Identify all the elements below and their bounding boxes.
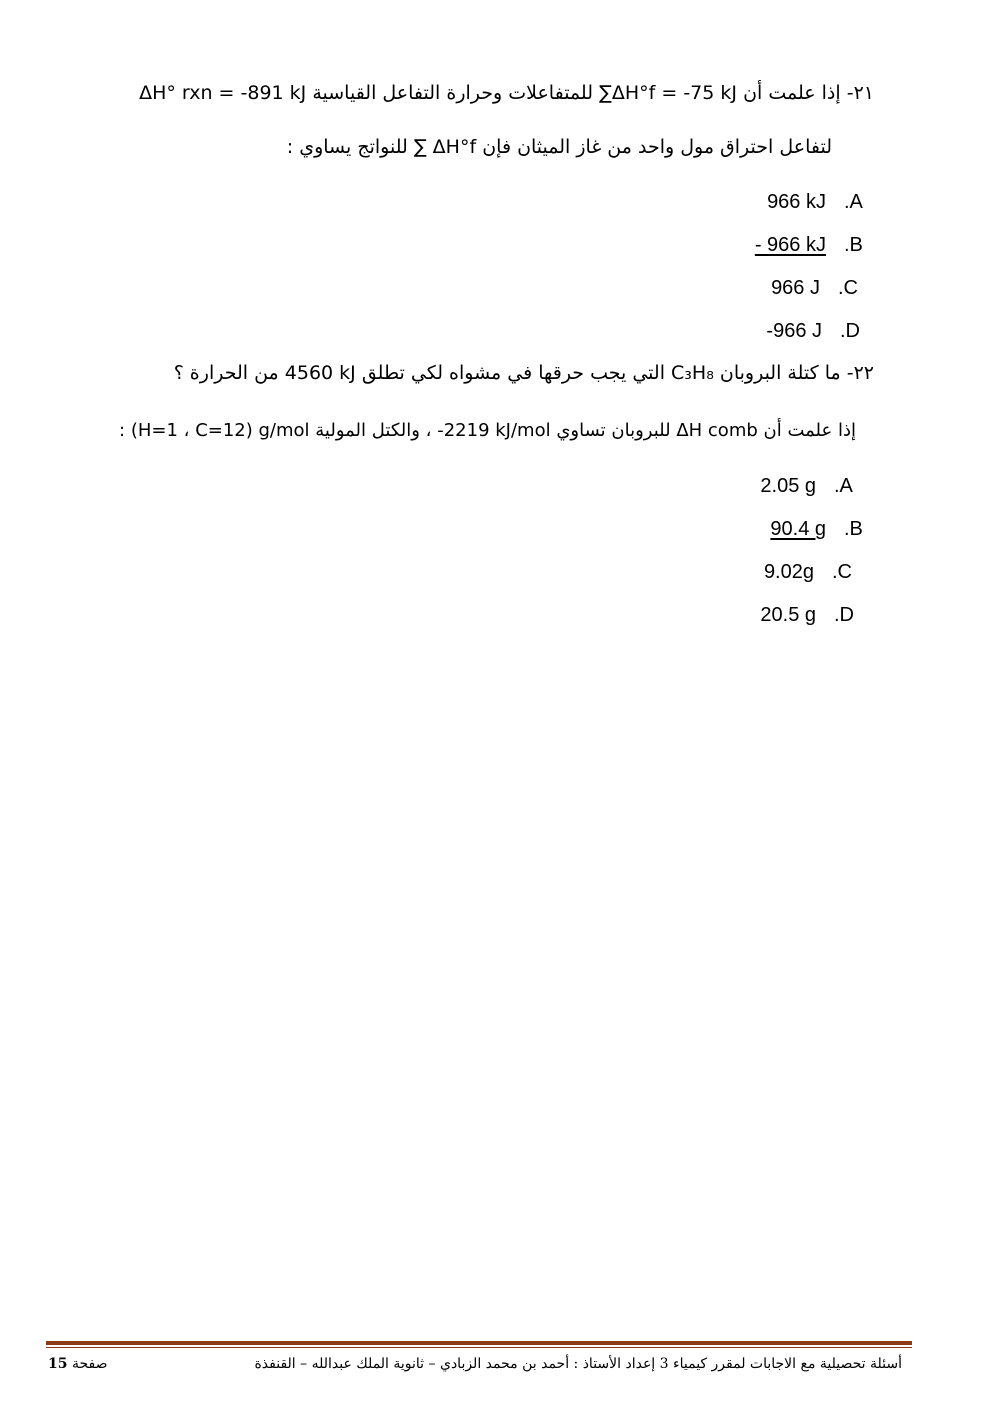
q22-option-b-letter: .B bbox=[844, 518, 863, 540]
q21-option-b bbox=[740, 232, 863, 258]
q21-eq1: ∑ΔH°f = -75 kJ bbox=[599, 82, 738, 104]
q21-number: ٢١- bbox=[846, 82, 874, 104]
q21-line1-mid: للمتفاعلات وحرارة التفاعل القياسية bbox=[312, 82, 593, 104]
q22-line2-eq: ΔH comb bbox=[676, 420, 758, 441]
footer-rule-thick bbox=[46, 1341, 912, 1345]
q22-line1-text-b: التي يجب حرقها في مشواه لكي تطلق bbox=[361, 362, 665, 384]
q22-line1 bbox=[174, 360, 874, 386]
q21-line2-text-b: للنواتج يساوي : bbox=[286, 136, 408, 158]
q22-line2-masses: (H=1 ، C=12) g/mol bbox=[130, 420, 310, 441]
q21-option-c-letter: .C bbox=[838, 277, 858, 299]
q22-line2-text-c: ، والكتل المولية bbox=[315, 420, 432, 441]
q21-option-d-letter: .D bbox=[840, 320, 860, 342]
q21-option-b-value: - 966 kJ bbox=[754, 234, 826, 256]
q22-option-a bbox=[740, 473, 853, 499]
footer-page-label: صفحة bbox=[71, 1356, 108, 1372]
q22-option-d-value: 20.5 g bbox=[760, 604, 816, 626]
q22-line2 bbox=[119, 418, 856, 444]
footer-page bbox=[48, 1356, 107, 1372]
q22-option-a-letter: .A bbox=[834, 475, 853, 497]
q22-line2-value: -2219 kJ/mol bbox=[437, 420, 551, 441]
q22-option-d-letter: .D bbox=[834, 604, 854, 626]
q21-line2 bbox=[287, 134, 832, 160]
footer-title: أسئلة تحصيلية مع الاجابات لمقرر كيمياء 3 إعداد الأستاذ : أحمد بن محمد الزبادي – ثانوية الملك عبدالله – القنفذة bbox=[254, 1356, 902, 1372]
footer-rule-thin bbox=[46, 1347, 912, 1348]
q22-option-c bbox=[740, 559, 852, 585]
q21-option-d bbox=[740, 318, 860, 344]
q22-option-b bbox=[740, 516, 863, 542]
q21-option-a-value: 966 kJ bbox=[767, 191, 826, 213]
q22-formula: C₃H₈ bbox=[671, 362, 714, 384]
q21-line2-eq: ∑ ΔH°f bbox=[413, 136, 477, 158]
q21-line1-text: إذا علمت أن bbox=[743, 82, 841, 104]
footer-page-number: 15 bbox=[48, 1356, 68, 1372]
q22-energy: 4560 kJ bbox=[284, 362, 356, 384]
q22-option-b-value: 90.4 g bbox=[770, 518, 826, 540]
q21-option-a-letter: .A bbox=[844, 191, 863, 213]
q21-eq2: ΔH° rxn = -891 kJ bbox=[139, 82, 307, 104]
q21-option-c bbox=[740, 275, 858, 301]
q22-number: ٢٢- bbox=[846, 362, 874, 384]
q21-line1 bbox=[139, 80, 874, 106]
q22-line1-text-a: ما كتلة البروبان bbox=[719, 362, 841, 384]
q22-option-d bbox=[740, 602, 854, 628]
q22-line1-text-c: من الحرارة ؟ bbox=[173, 362, 279, 384]
q21-option-a bbox=[740, 189, 863, 215]
q22-line2-text-a: إذا علمت أن bbox=[763, 420, 856, 441]
q21-option-b-letter: .B bbox=[844, 234, 863, 256]
q22-line2-text-b: للبروبان تساوي bbox=[556, 420, 671, 441]
q21-line2-text-a: لتفاعل احتراق مول واحد من غاز الميثان فإن bbox=[482, 136, 832, 158]
q22-option-c-value: 9.02g bbox=[763, 561, 814, 583]
q21-option-d-value: -966 J bbox=[766, 320, 822, 342]
q22-line2-end: : bbox=[119, 420, 126, 441]
q22-option-c-letter: .C bbox=[832, 561, 852, 583]
q22-option-a-value: 2.05 g bbox=[760, 475, 816, 497]
q21-option-c-value: 966 J bbox=[771, 277, 820, 299]
